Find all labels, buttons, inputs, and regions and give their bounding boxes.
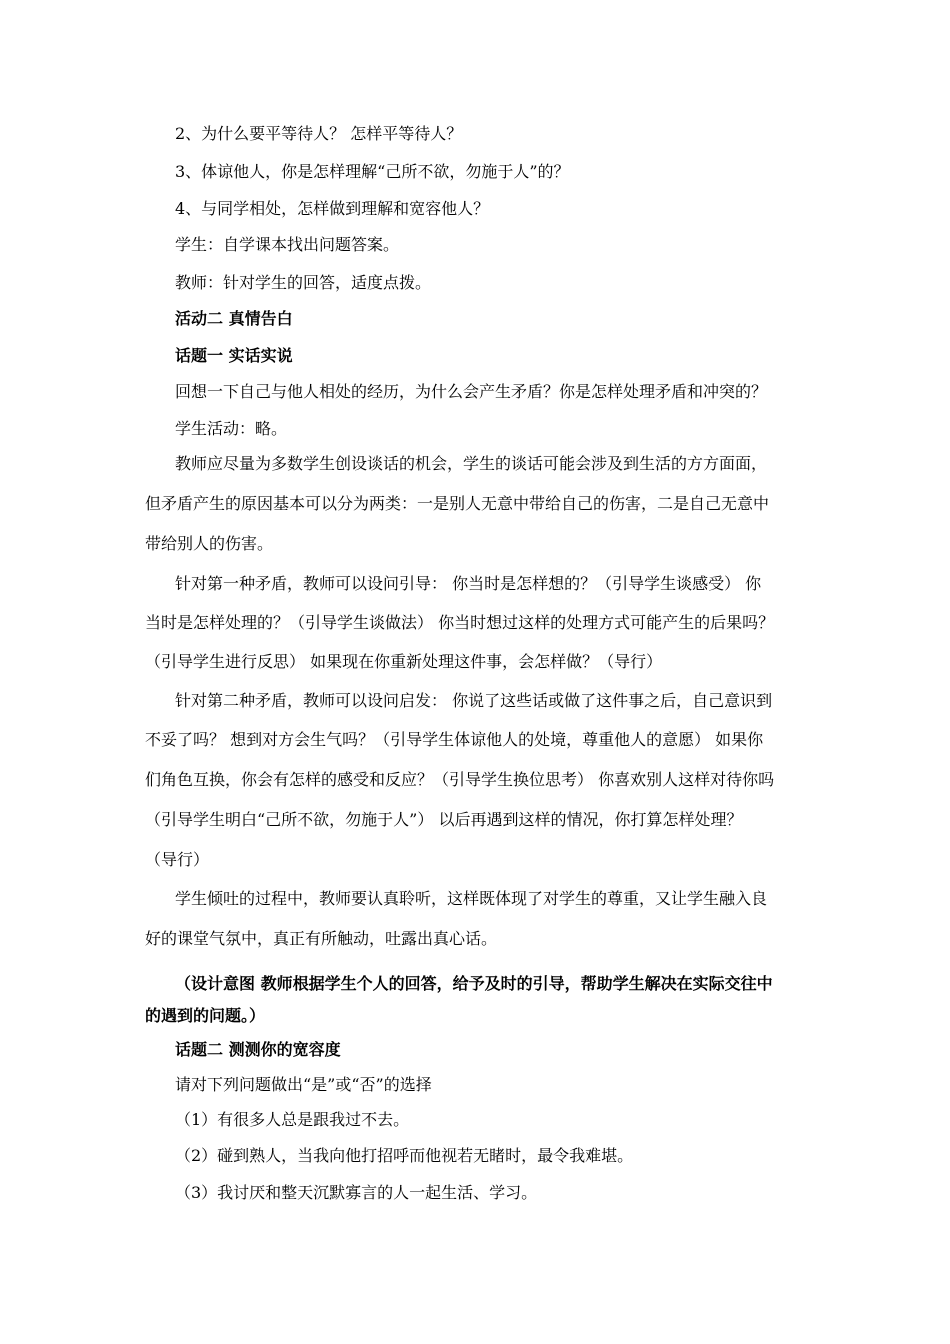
question-4: 4、与同学相处，怎样做到理解和宽容他人？ bbox=[175, 199, 490, 218]
paragraph-line: （引导学生明白“己所不欲，勿施于人”） 以后再遇到这样的情况，你打算怎样处理？ bbox=[145, 810, 743, 829]
design-intent-continued: 的遇到的问题。） bbox=[145, 1006, 266, 1025]
student-activity: 学生活动：略。 bbox=[175, 419, 288, 438]
topic-two-heading: 话题二 测测你的宽容度 bbox=[175, 1040, 341, 1059]
paragraph-line: 但矛盾产生的原因基本可以分为两类：一是别人无意中带给自己的伤害，二是自己无意中 bbox=[145, 494, 770, 513]
survey-item-3: （3）我讨厌和整天沉默寡言的人一起生活、学习。 bbox=[175, 1183, 538, 1202]
paragraph-line: 们角色互换，你会有怎样的感受和反应？（引导学生换位思考） 你喜欢别人这样对待你吗 bbox=[145, 770, 775, 789]
teacher-instruction: 教师：针对学生的回答，适度点拨。 bbox=[175, 273, 432, 292]
paragraph-line: 当时是怎样处理的？（引导学生谈做法） 你当时想过这样的处理方式可能产生的后果吗？ bbox=[145, 613, 775, 632]
design-intent: （设计意图 教师根据学生个人的回答，给予及时的引导，帮助学生解决在实际交往中 bbox=[175, 974, 773, 993]
paragraph-line: 针对第一种矛盾，教师可以设问引导： 你当时是怎样想的？（引导学生谈感受） 你 bbox=[175, 574, 762, 593]
survey-item-2: （2）碰到熟人，当我向他打招呼而他视若无睹时，最令我难堪。 bbox=[175, 1146, 634, 1165]
reflection-prompt: 回想一下自己与他人相处的经历，为什么会产生矛盾？你是怎样处理矛盾和冲突的？ bbox=[175, 382, 768, 401]
paragraph-line: 教师应尽量为多数学生创设谈话的机会，学生的谈话可能会涉及到生活的方方面面， bbox=[175, 454, 768, 473]
topic-one-heading: 话题一 实话实说 bbox=[175, 346, 293, 365]
paragraph-line: 不妥了吗？ 想到对方会生气吗？（引导学生体谅他人的处境，尊重他人的意愿） 如果你 bbox=[145, 730, 764, 749]
question-2: 2、为什么要平等待人？ 怎样平等待人？ bbox=[175, 124, 463, 143]
paragraph-line: 好的课堂气氛中，真正有所触动，吐露出真心话。 bbox=[145, 929, 498, 948]
question-3: 3、体谅他人，你是怎样理解“己所不欲，勿施于人”的？ bbox=[175, 162, 570, 181]
choice-instruction: 请对下列问题做出“是”或“否”的选择 bbox=[175, 1075, 432, 1094]
paragraph-line: 针对第二种矛盾，教师可以设问启发： 你说了这些话或做了这件事之后，自己意识到 bbox=[175, 691, 773, 710]
paragraph-line: 带给别人的伤害。 bbox=[145, 534, 274, 553]
paragraph-line: （导行） bbox=[145, 850, 210, 869]
student-instruction: 学生：自学课本找出问题答案。 bbox=[175, 235, 400, 254]
paragraph-line: （引导学生进行反思） 如果现在你重新处理这件事，会怎样做？（导行） bbox=[145, 652, 663, 671]
activity-heading: 活动二 真情告白 bbox=[175, 309, 293, 328]
paragraph-line: 学生倾吐的过程中，教师要认真聆听，这样既体现了对学生的尊重，又让学生融入良 bbox=[175, 889, 768, 908]
survey-item-1: （1）有很多人总是跟我过不去。 bbox=[175, 1110, 410, 1129]
